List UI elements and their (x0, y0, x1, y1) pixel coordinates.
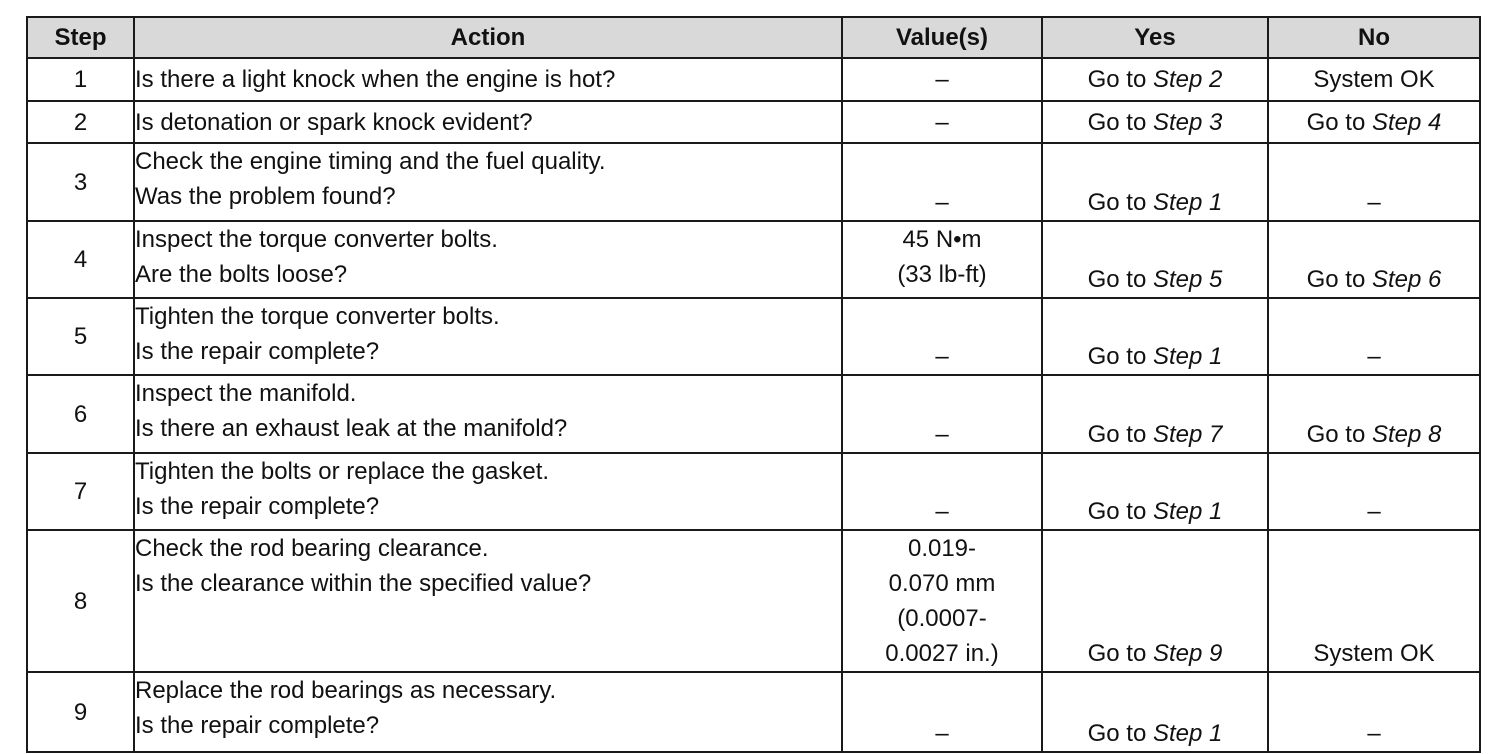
action-line: Inspect the torque converter bolts. (135, 226, 498, 253)
yes-step-reference: Step 3 (1152, 108, 1223, 136)
value-line: 0.070 mm (888, 570, 996, 597)
yes-cell (1042, 530, 1268, 672)
value-line: (33 lb-ft) (897, 261, 987, 288)
yes-text: Go to (1087, 66, 1153, 93)
action-cell (134, 221, 842, 298)
action-line: Replace the rod bearings as necessary. (135, 677, 557, 704)
action-cell (134, 143, 842, 221)
table-row (27, 143, 1480, 221)
yes-cell (1042, 58, 1268, 101)
yes-step-reference: Step 1 (1152, 720, 1223, 747)
yes-step-reference: Step 1 (1152, 189, 1223, 216)
yes-text: Go to (1087, 640, 1153, 667)
header-step: Step (27, 17, 134, 58)
no-text: Go to (1306, 266, 1372, 293)
yes-cell (1042, 453, 1268, 530)
yes-cell (1042, 221, 1268, 298)
no-text: – (1367, 343, 1381, 370)
value-line: 45 N•m (902, 226, 982, 253)
action-cell (134, 530, 842, 672)
value-line: (0.0007- (897, 605, 987, 632)
step-number: 5 (27, 298, 134, 375)
action-line: Are the bolts loose? (135, 261, 348, 288)
table-row (27, 101, 1480, 143)
value-cell (842, 143, 1042, 221)
header-no: No (1268, 17, 1480, 58)
table-row (27, 453, 1480, 530)
no-cell (1268, 101, 1480, 143)
step-number: 3 (27, 143, 134, 221)
action-line: Check the engine timing and the fuel quality. (135, 148, 606, 175)
action-cell (134, 58, 842, 101)
table-row (27, 530, 1480, 672)
no-text: Go to (1306, 108, 1372, 136)
table-body (27, 58, 1480, 752)
yes-step-reference: Step 9 (1152, 640, 1223, 667)
yes-text: Go to (1087, 108, 1153, 136)
action-line: Inspect the manifold. (135, 380, 357, 407)
value-line: – (935, 66, 949, 93)
value-line: – (935, 108, 949, 136)
action-line: Is the repair complete? (135, 338, 380, 365)
step-number: 7 (27, 453, 134, 530)
value-line: – (935, 189, 949, 216)
step-number: 9 (27, 672, 134, 752)
header-row (27, 17, 1480, 58)
action-cell (134, 672, 842, 752)
value-line: – (935, 720, 949, 747)
no-step-reference: Step 6 (1371, 266, 1442, 293)
header-values: Value(s) (842, 17, 1042, 58)
yes-step-reference: Step 7 (1152, 421, 1223, 448)
table-row (27, 672, 1480, 752)
yes-cell (1042, 375, 1268, 453)
action-line: Is there a light knock when the engine is hot? (135, 66, 616, 93)
header-yes: Yes (1042, 17, 1268, 58)
value-cell (842, 298, 1042, 375)
value-cell (842, 453, 1042, 530)
no-cell (1268, 58, 1480, 101)
no-text: Go to (1306, 421, 1372, 448)
action-line: Tighten the bolts or replace the gasket. (135, 458, 550, 485)
no-cell (1268, 221, 1480, 298)
yes-text: Go to (1087, 720, 1153, 747)
yes-text: Go to (1087, 343, 1153, 370)
yes-step-reference: Step 5 (1152, 266, 1223, 293)
action-line: Tighten the torque converter bolts. (135, 303, 500, 330)
action-cell (134, 298, 842, 375)
no-cell (1268, 375, 1480, 453)
step-number: 2 (27, 101, 134, 143)
diagnostic-table (26, 16, 1481, 753)
no-text: – (1367, 189, 1381, 216)
no-cell (1268, 530, 1480, 672)
value-cell (842, 101, 1042, 143)
step-number: 1 (27, 58, 134, 101)
header-action: Action (134, 17, 842, 58)
yes-step-reference: Step 1 (1152, 343, 1223, 370)
yes-cell (1042, 298, 1268, 375)
value-line: – (935, 498, 949, 525)
no-cell (1268, 453, 1480, 530)
table-row (27, 375, 1480, 453)
yes-text: Go to (1087, 421, 1153, 448)
value-cell (842, 672, 1042, 752)
action-line: Was the problem found? (135, 183, 396, 210)
yes-cell (1042, 101, 1268, 143)
action-cell (134, 101, 842, 143)
diagnostic-table-container (26, 16, 1481, 753)
value-cell (842, 58, 1042, 101)
value-cell (842, 221, 1042, 298)
yes-text: Go to (1087, 189, 1153, 216)
no-cell (1268, 672, 1480, 752)
no-cell (1268, 143, 1480, 221)
no-text: System OK (1313, 640, 1435, 667)
no-text: System OK (1313, 66, 1435, 93)
action-line: Is the repair complete? (135, 493, 380, 520)
no-text: – (1367, 498, 1381, 525)
yes-step-reference: Step 1 (1152, 498, 1223, 525)
step-number: 8 (27, 530, 134, 672)
action-cell (134, 375, 842, 453)
table-row (27, 298, 1480, 375)
value-cell (842, 375, 1042, 453)
no-step-reference: Step 4 (1371, 108, 1442, 136)
value-cell (842, 530, 1042, 672)
action-cell (134, 453, 842, 530)
value-line: – (935, 343, 949, 370)
action-line: Is the repair complete? (135, 712, 380, 739)
action-line: Is detonation or spark knock evident? (135, 108, 533, 136)
yes-cell (1042, 672, 1268, 752)
no-cell (1268, 298, 1480, 375)
no-text: – (1367, 720, 1381, 747)
step-number: 4 (27, 221, 134, 298)
value-line: 0.0027 in.) (885, 640, 999, 667)
action-line: Is there an exhaust leak at the manifold? (135, 415, 568, 442)
value-line: – (935, 421, 949, 448)
yes-step-reference: Step 2 (1152, 66, 1223, 93)
action-line: Is the clearance within the specified value? (135, 570, 592, 597)
yes-text: Go to (1087, 498, 1153, 525)
no-step-reference: Step 8 (1371, 421, 1442, 448)
table-row (27, 58, 1480, 101)
step-number: 6 (27, 375, 134, 453)
value-line: 0.019- (907, 535, 977, 562)
yes-text: Go to (1087, 266, 1153, 293)
table-row (27, 221, 1480, 298)
action-line: Check the rod bearing clearance. (135, 535, 489, 562)
yes-cell (1042, 143, 1268, 221)
